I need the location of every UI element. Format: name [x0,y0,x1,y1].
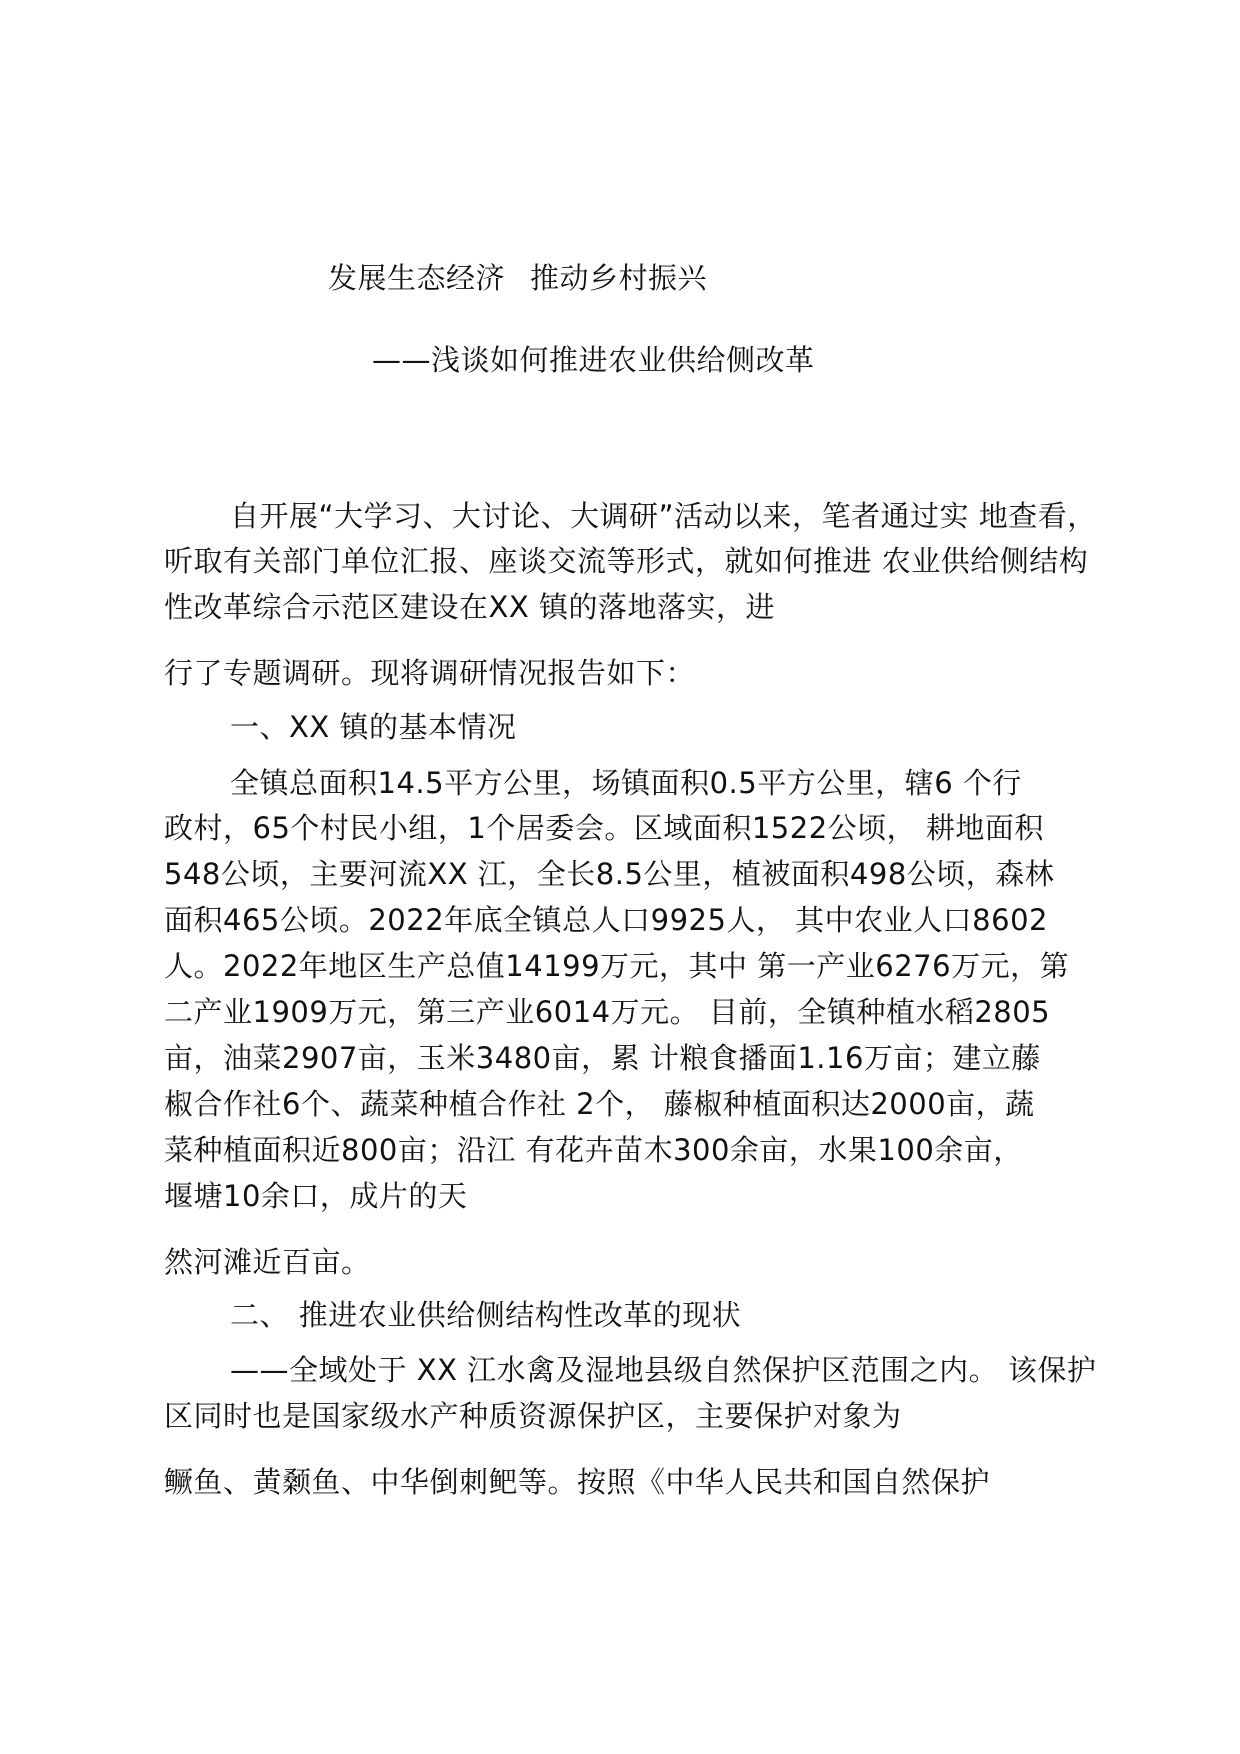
body-line: 堰塘10余口，成片的天 [164,1179,468,1213]
document-subtitle: ——浅谈如何推进农业供给侧改革 [372,343,815,377]
body-line: 然河滩近百亩。 [164,1245,371,1279]
section-heading-2: 二、 推进农业供给侧结构性改革的现状 [230,1298,742,1332]
body-line: 二产业1909万元，第三产业6014万元。 目前，全镇种植水稻2805 [164,995,1051,1029]
body-line: 鳜鱼、黄颡鱼、中华倒刺鲃等。按照《中华人民共和国自然保护 [164,1465,991,1499]
body-line: 自开展“大学习、大讨论、大调研”活动以来，笔者通过实 地查看， [230,499,1097,533]
body-line: 听取有关部门单位汇报、座谈交流等形式，就如何推进 农业供给侧结构 [164,544,1089,578]
body-line: 椒合作社6个、蔬菜种植合作社 2个， 藤椒种植面积达2000亩，蔬 [164,1087,1035,1121]
document-title-right: 推动乡村振兴 [530,261,708,295]
body-line: 区同时也是国家级水产种质资源保护区，主要保护对象为 [164,1399,902,1433]
body-line: 性改革综合示范区建设在XX 镇的落地落实，进 [164,590,775,624]
body-line: 亩，油菜2907亩，玉米3480亩，累 计粮食播面1.16万亩；建立藤 [164,1041,1041,1075]
body-line: 548公顷，主要河流XX 江，全长8.5公里，植被面积498公顷，森林 [164,857,1055,891]
body-line: 面积465公顷。2022年底全镇总人口9925人， 其中农业人口8602 [164,903,1048,937]
body-line: ——全域处于 XX 江水禽及湿地县级自然保护区范围之内。 该保护 [230,1353,1097,1387]
body-line: 菜种植面积近800亩；沿江 有花卉苗木300余亩，水果100余亩， [164,1133,1023,1167]
body-line: 人。2022年地区生产总值14199万元，其中 第一产业6276万元，第 [164,949,1070,983]
body-line: 全镇总面积14.5平方公里，场镇面积0.5平方公里，辖6 个行 [230,766,1022,800]
body-line: 行了专题调研。现将调研情况报告如下： [164,656,696,690]
section-heading-1: 一、XX 镇的基本情况 [230,710,517,744]
document-title-left: 发展生态经济 [328,261,506,295]
body-line: 政村，65个村民小组，1个居委会。区域面积1522公顷， 耕地面积 [164,811,1044,845]
